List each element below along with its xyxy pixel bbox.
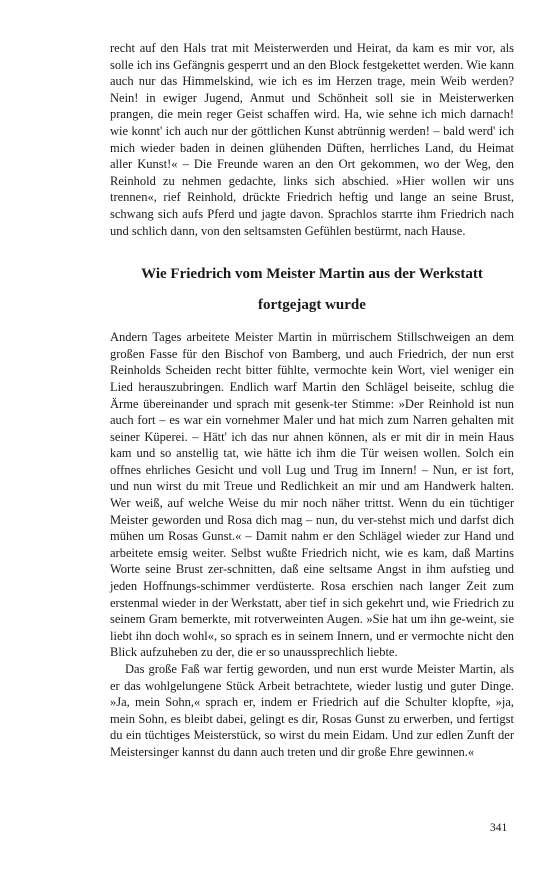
paragraph: Andern Tages arbeitete Meister Martin in mürrischem Stillschweigen an dem großen Fasse für den Bischof von Bamberg, und auch Friedrich, der nun erst Reinholds Scheiden recht bitter fühlte, vermochte kein Wort, viel weniger ein Lied herauszubringen. Endlich warf Martin den Schlägel beiseite, schlug die Ärme übereinander und sprach mit gesenk-ter Stimme: »Der Reinhold ist nun auch fort – es war ein vornehmer Maler und hat mich zum Narren gehalten mit seiner Küperei. – Hätt' ich das nur ahnen können, als er mit dir in mein Haus kam und so anstellig tat, wie hätte ich ihm die Tür weisen wollen. Solch ein offnes ehrliches Gesicht und voll Lug und Trug im Innern! – Nun, er ist fort, und nun wirst du mit Treue und Redlichkeit an mir und am Handwerk halten. Wer weiß, auf welche Weise du mir noch näher trittst. Wenn du ein tüchtiger Meister geworden und Rosa dich mag – nun, du ver-stehst mich und darfst dich mühen um Rosas Gunst.« – Damit nahm er den Schlägel wieder zur Hand und arbeitete emsig weiter. Selbst wußte Friedrich nicht, wie es kam, daß Martins Worte seine Brust zer-schnitten, daß eine seltsame Angst in ihm aufstieg und jeden Hoffnungs-schimmer verdüsterte. Rosa erschien nach langer Zeit zum erstenmal wieder in der Werkstatt, aber tief in sich gekehrt und, wie Friedrich zu seinem Gram bemerkte, mit rotverweinten Augen. »Sie hat um ihn ge-weint, sie liebt ihn doch wohl«, so sprach es in seinem Innern, und er vermochte nicht den Blick aufzuheben zu der, die er so unaussprechlich liebte. <box>110 330 514 660</box>
paragraph: recht auf den Hals trat mit Meisterwerden und Heirat, da kam es mir vor, als solle ich ins Gefängnis gesperrt und an den Block festgekettet werden. Wie kann auch nur das Himmelskind, wie ich es im Herzen trage, mein Weib werden? Nein! in ewiger Jugend, Anmut und Schönheit soll sie in Meisterwerken prangen, die mein reger Geist schaffen wird. Ha, wie sehne ich mich darnach! wie konnt' ich auch nur der göttlichen Kunst abtrünnig werden! – bald werd' ich mich wieder baden in deinen glühenden Düften, herrliches Land, du Heimat aller Kunst!« – Die Freunde waren an den Ort gekommen, wo der Weg, den Reinhold zu nehmen gedachte, links sich abschied. »Hier wollen wir uns trennen«, rief Reinhold, drückte Friedrich heftig und lange an seine Brust, schwang sich aufs Pferd und jagte davon. Sprachlos starrte ihm Friedrich nach und schlich dann, von den seltsamsten Gefühlen bestürmt, nach Hause. <box>110 41 514 238</box>
page-number: 341 <box>490 822 508 834</box>
page-body <box>110 40 514 761</box>
chapter-heading: Wie Friedrich vom Meister Martin aus der Werkstatt fortgejagt wurde <box>141 266 483 314</box>
paragraph: Das große Faß war fertig geworden, und nun erst wurde Meister Martin, als er das wohlgelungene Stück Arbeit betrachtete, wieder lustig und guter Dinge. »Ja, mein Sohn,« sprach er, indem er Friedrich auf die Schulter klopfte, »ja, mein Sohn, es bleibt dabei, gelingt es dir, Rosas Gunst zu erwerben, und fertigst du ein tüchtiges Meisterstück, so wirst du mein Eidam. Und zur edlen Zunft der Meistersinger kannst du dann auch treten und dir große Ehre gewinnen.« <box>110 662 514 759</box>
